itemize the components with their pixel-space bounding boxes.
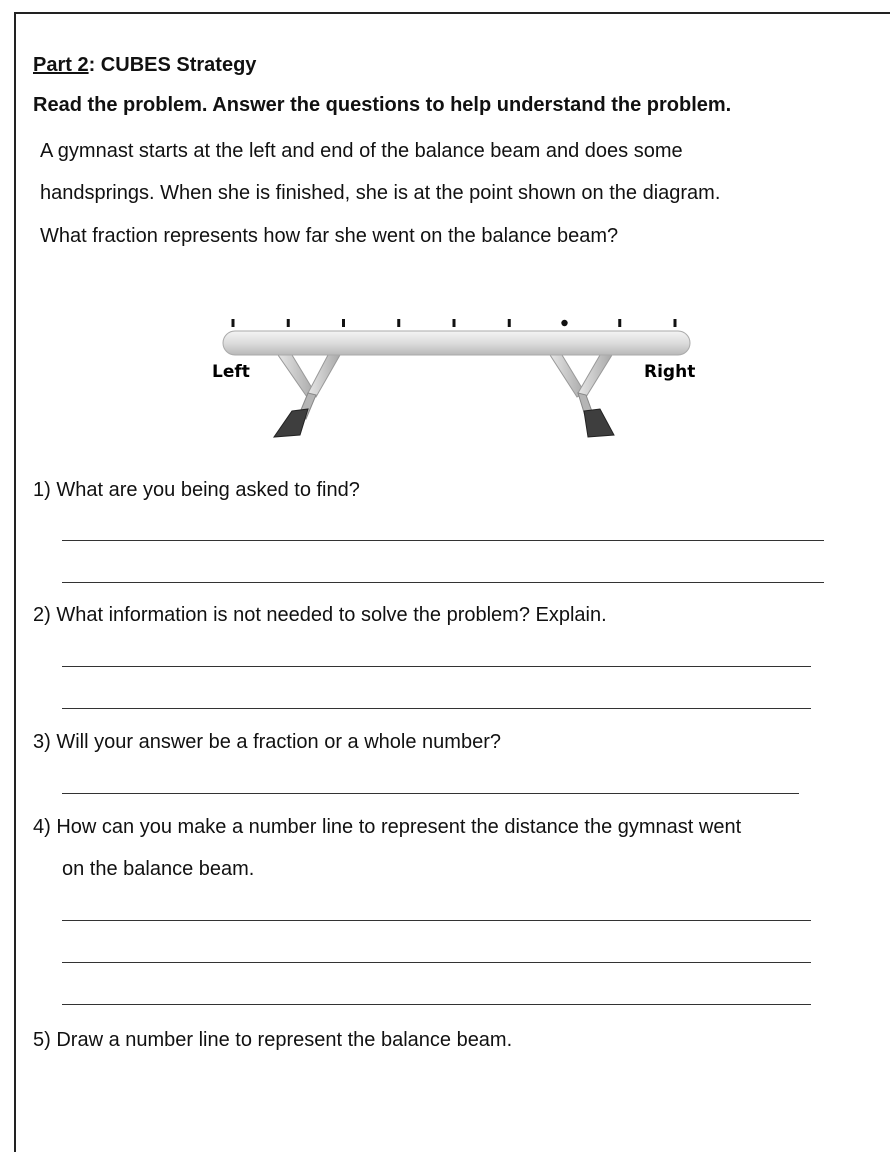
beam (223, 331, 690, 355)
problem-line-1: A gymnast starts at the left and end of the balance beam and does some (40, 140, 683, 162)
right-foot (584, 409, 614, 437)
tick-mark (508, 319, 511, 327)
answer-line[interactable] (62, 708, 811, 709)
beam-ticks (232, 319, 677, 327)
left-leg-front (308, 355, 340, 397)
part-title-rest: : CUBES Strategy (88, 54, 257, 76)
question-4-line-1: 4) How can you make a number line to represent the distance the gymnast went (33, 816, 742, 838)
question-4-line-2: on the balance beam. (62, 858, 255, 880)
question-3: 3) Will your answer be a fraction or a whole number? (33, 731, 501, 753)
answer-line[interactable] (62, 793, 799, 794)
tick-mark (397, 319, 400, 327)
question-5: 5) Draw a number line to represent the balance beam. (33, 1029, 513, 1051)
answer-line[interactable] (62, 920, 811, 921)
instructions: Read the problem. Answer the questions to help understand the problem. (33, 94, 732, 116)
problem-line-3: What fraction represents how far she went on the balance beam? (40, 225, 619, 247)
tick-mark (232, 319, 235, 327)
right-leg-front (578, 355, 612, 397)
question-1: 1) What are you being asked to find? (33, 479, 360, 501)
position-dot (561, 320, 567, 326)
question-2: 2) What information is not needed to solve the problem? Explain. (33, 604, 607, 626)
tick-mark (618, 319, 621, 327)
balance-beam-diagram (200, 305, 720, 445)
answer-line[interactable] (62, 1004, 811, 1005)
tick-mark (674, 319, 677, 327)
left-label: Left (212, 362, 250, 382)
left-foot (274, 409, 308, 437)
tick-mark (342, 319, 345, 327)
problem-line-2: handsprings. When she is finished, she is at the point shown on the diagram. (40, 182, 721, 204)
answer-line[interactable] (62, 666, 811, 667)
tick-mark (287, 319, 290, 327)
tick-mark (453, 319, 456, 327)
part-title (33, 54, 256, 77)
right-label: Right (644, 362, 696, 382)
answer-line[interactable] (62, 582, 824, 583)
answer-line[interactable] (62, 540, 824, 541)
answer-line[interactable] (62, 962, 811, 963)
part-label: Part 2 (33, 54, 89, 76)
